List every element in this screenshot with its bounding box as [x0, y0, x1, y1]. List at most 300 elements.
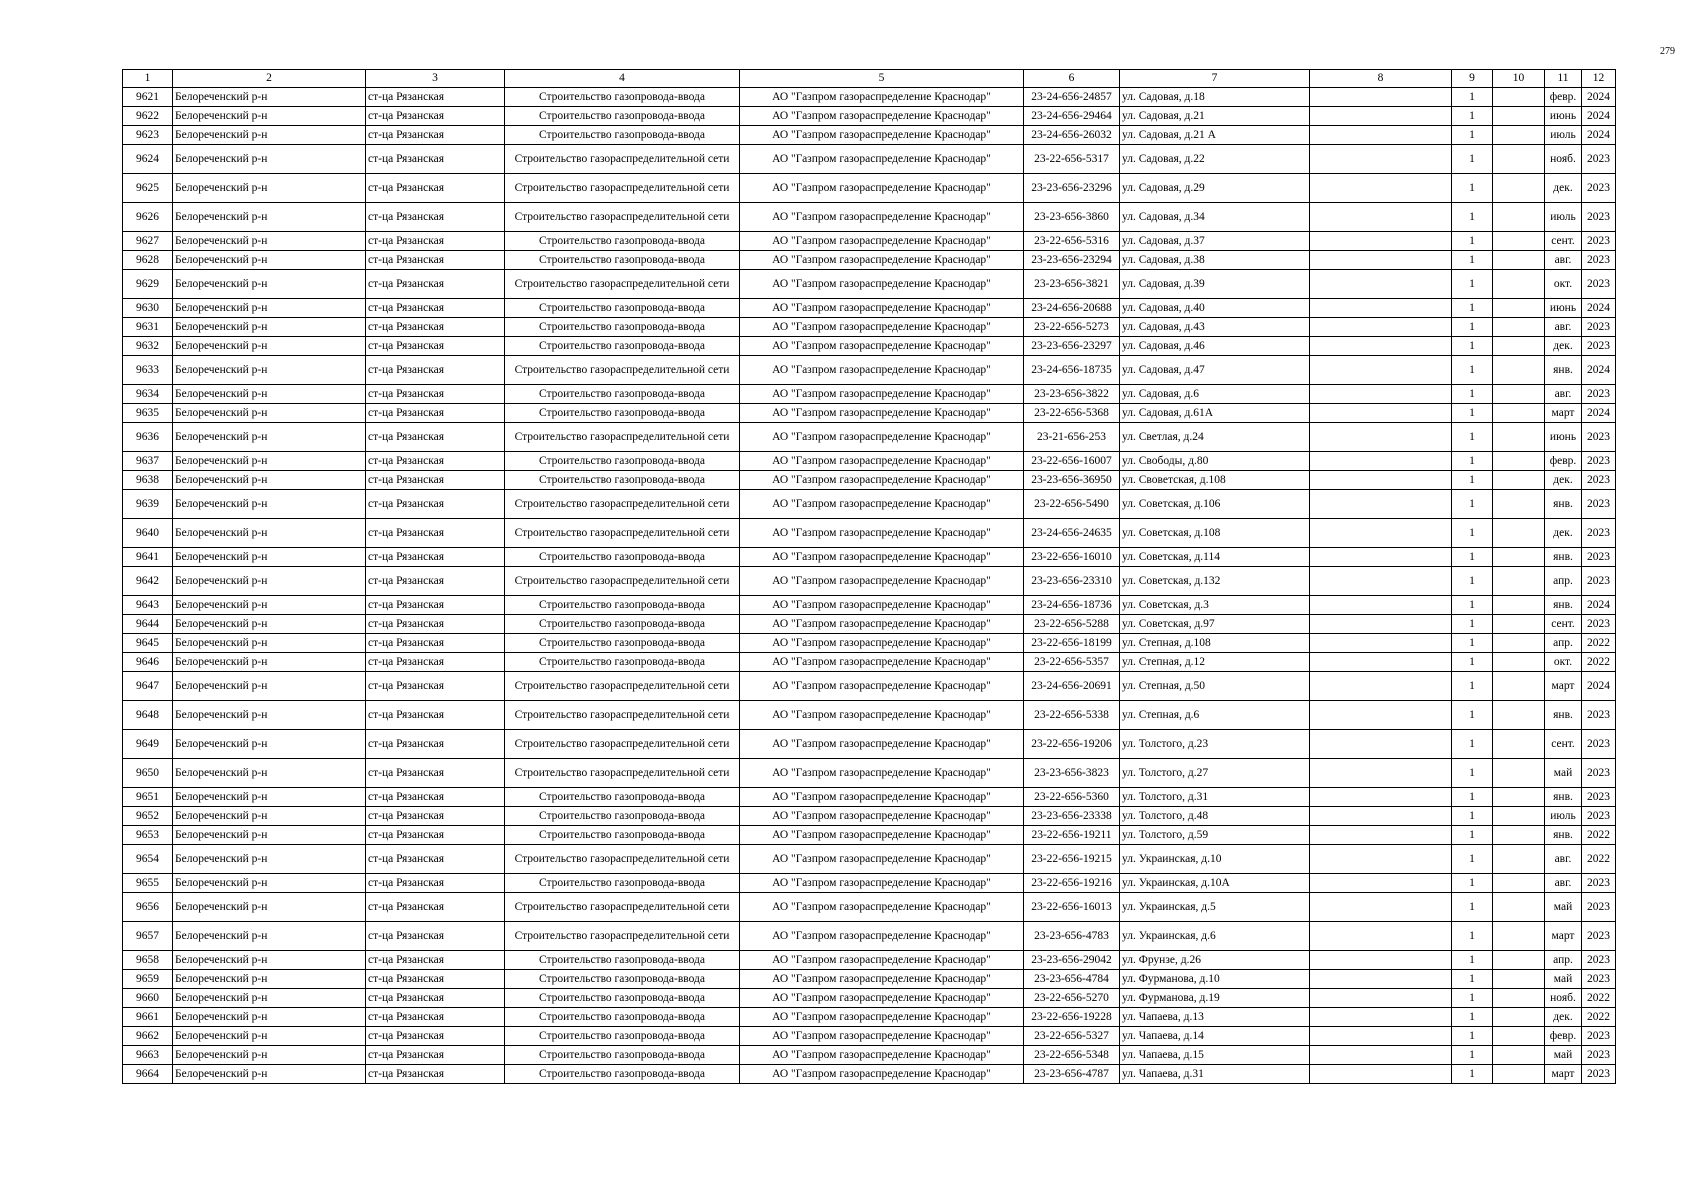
work-type-cell: Строительство газопровода-ввода — [505, 404, 740, 423]
column-10-cell — [1493, 759, 1545, 788]
organization-cell: АО "Газпром газораспределение Краснодар" — [740, 596, 1024, 615]
address-cell: ул. Чапаева, д.14 — [1120, 1027, 1310, 1046]
column-10-cell — [1493, 807, 1545, 826]
registry-table — [122, 69, 1616, 1084]
column-10-cell — [1493, 922, 1545, 951]
organization-cell: АО "Газпром газораспределение Краснодар" — [740, 759, 1024, 788]
column-8-cell — [1310, 299, 1452, 318]
month-cell: сент. — [1545, 232, 1582, 251]
column-8-cell — [1310, 634, 1452, 653]
month-cell: дек. — [1545, 471, 1582, 490]
address-cell: ул. Степная, д.50 — [1120, 672, 1310, 701]
district-cell: Белореченский р-н — [173, 174, 366, 203]
quantity-cell: 1 — [1452, 452, 1493, 471]
column-10-cell — [1493, 423, 1545, 452]
settlement-cell: ст-ца Рязанская — [366, 471, 505, 490]
settlement-cell: ст-ца Рязанская — [366, 788, 505, 807]
registration-code-cell: 23-22-656-19215 — [1024, 845, 1120, 874]
row-number-cell: 9623 — [123, 126, 173, 145]
settlement-cell: ст-ца Рязанская — [366, 126, 505, 145]
column-header: 10 — [1493, 70, 1545, 88]
district-cell: Белореченский р-н — [173, 251, 366, 270]
address-cell: ул. Садовая, д.40 — [1120, 299, 1310, 318]
row-number-cell: 9648 — [123, 701, 173, 730]
address-cell: ул. Садовая, д.21 А — [1120, 126, 1310, 145]
organization-cell: АО "Газпром газораспределение Краснодар" — [740, 519, 1024, 548]
registration-code-cell: 23-22-656-5316 — [1024, 232, 1120, 251]
month-cell: май — [1545, 1046, 1582, 1065]
column-header: 2 — [173, 70, 366, 88]
table-row — [123, 404, 1616, 423]
year-cell: 2023 — [1582, 1027, 1616, 1046]
year-cell: 2023 — [1582, 788, 1616, 807]
organization-cell: АО "Газпром газораспределение Краснодар" — [740, 548, 1024, 567]
work-type-cell: Строительство газопровода-ввода — [505, 596, 740, 615]
settlement-cell: ст-ца Рязанская — [366, 759, 505, 788]
month-cell: март — [1545, 404, 1582, 423]
settlement-cell: ст-ца Рязанская — [366, 145, 505, 174]
table-row — [123, 893, 1616, 922]
column-8-cell — [1310, 126, 1452, 145]
settlement-cell: ст-ца Рязанская — [366, 337, 505, 356]
row-number-cell: 9654 — [123, 845, 173, 874]
column-10-cell — [1493, 653, 1545, 672]
work-type-cell: Строительство газораспределительной сети — [505, 356, 740, 385]
settlement-cell: ст-ца Рязанская — [366, 318, 505, 337]
table-row — [123, 318, 1616, 337]
settlement-cell: ст-ца Рязанская — [366, 807, 505, 826]
work-type-cell: Строительство газопровода-ввода — [505, 788, 740, 807]
organization-cell: АО "Газпром газораспределение Краснодар" — [740, 385, 1024, 404]
table-row — [123, 452, 1616, 471]
column-10-cell — [1493, 471, 1545, 490]
quantity-cell: 1 — [1452, 922, 1493, 951]
organization-cell: АО "Газпром газораспределение Краснодар" — [740, 970, 1024, 989]
address-cell: ул. Советская, д.132 — [1120, 567, 1310, 596]
organization-cell: АО "Газпром газораспределение Краснодар" — [740, 653, 1024, 672]
registration-code-cell: 23-22-656-16010 — [1024, 548, 1120, 567]
settlement-cell: ст-ца Рязанская — [366, 596, 505, 615]
district-cell: Белореченский р-н — [173, 970, 366, 989]
settlement-cell: ст-ца Рязанская — [366, 893, 505, 922]
month-cell: авг. — [1545, 874, 1582, 893]
quantity-cell: 1 — [1452, 490, 1493, 519]
work-type-cell: Строительство газопровода-ввода — [505, 826, 740, 845]
settlement-cell: ст-ца Рязанская — [366, 174, 505, 203]
row-number-cell: 9664 — [123, 1065, 173, 1084]
table-row — [123, 672, 1616, 701]
quantity-cell: 1 — [1452, 174, 1493, 203]
district-cell: Белореченский р-н — [173, 807, 366, 826]
column-10-cell — [1493, 1008, 1545, 1027]
work-type-cell: Строительство газопровода-ввода — [505, 634, 740, 653]
column-header: 1 — [123, 70, 173, 88]
address-cell: ул. Степная, д.6 — [1120, 701, 1310, 730]
settlement-cell: ст-ца Рязанская — [366, 1008, 505, 1027]
row-number-cell: 9655 — [123, 874, 173, 893]
row-number-cell: 9661 — [123, 1008, 173, 1027]
registration-code-cell: 23-23-656-3823 — [1024, 759, 1120, 788]
row-number-cell: 9625 — [123, 174, 173, 203]
quantity-cell: 1 — [1452, 88, 1493, 107]
year-cell: 2023 — [1582, 519, 1616, 548]
district-cell: Белореченский р-н — [173, 1027, 366, 1046]
column-10-cell — [1493, 567, 1545, 596]
table-row — [123, 519, 1616, 548]
address-cell: ул. Советская, д.108 — [1120, 519, 1310, 548]
registration-code-cell: 23-22-656-5360 — [1024, 788, 1120, 807]
table-row — [123, 653, 1616, 672]
registration-code-cell: 23-22-656-18199 — [1024, 634, 1120, 653]
table-row — [123, 567, 1616, 596]
settlement-cell: ст-ца Рязанская — [366, 107, 505, 126]
table-row — [123, 385, 1616, 404]
work-type-cell: Строительство газораспределительной сети — [505, 922, 740, 951]
address-cell: ул. Украинская, д.10 — [1120, 845, 1310, 874]
table-row — [123, 126, 1616, 145]
settlement-cell: ст-ца Рязанская — [366, 203, 505, 232]
work-type-cell: Строительство газопровода-ввода — [505, 1027, 740, 1046]
column-10-cell — [1493, 270, 1545, 299]
column-10-cell — [1493, 845, 1545, 874]
organization-cell: АО "Газпром газораспределение Краснодар" — [740, 107, 1024, 126]
column-10-cell — [1493, 145, 1545, 174]
work-type-cell: Строительство газопровода-ввода — [505, 951, 740, 970]
registration-code-cell: 23-22-656-19216 — [1024, 874, 1120, 893]
address-cell: ул. Своветская, д.108 — [1120, 471, 1310, 490]
district-cell: Белореченский р-н — [173, 299, 366, 318]
work-type-cell: Строительство газораспределительной сети — [505, 567, 740, 596]
quantity-cell: 1 — [1452, 1008, 1493, 1027]
registration-code-cell: 23-23-656-23296 — [1024, 174, 1120, 203]
table-row — [123, 337, 1616, 356]
settlement-cell: ст-ца Рязанская — [366, 490, 505, 519]
address-cell: ул. Толстого, д.48 — [1120, 807, 1310, 826]
row-number-cell: 9658 — [123, 951, 173, 970]
year-cell: 2023 — [1582, 951, 1616, 970]
column-8-cell — [1310, 404, 1452, 423]
work-type-cell: Строительство газопровода-ввода — [505, 1008, 740, 1027]
year-cell: 2023 — [1582, 548, 1616, 567]
year-cell: 2023 — [1582, 807, 1616, 826]
work-type-cell: Строительство газораспределительной сети — [505, 490, 740, 519]
district-cell: Белореченский р-н — [173, 270, 366, 299]
year-cell: 2023 — [1582, 270, 1616, 299]
year-cell: 2023 — [1582, 471, 1616, 490]
registration-code-cell: 23-23-656-23297 — [1024, 337, 1120, 356]
work-type-cell: Строительство газопровода-ввода — [505, 337, 740, 356]
column-10-cell — [1493, 1027, 1545, 1046]
column-10-cell — [1493, 404, 1545, 423]
district-cell: Белореченский р-н — [173, 922, 366, 951]
row-number-cell: 9659 — [123, 970, 173, 989]
table-row — [123, 423, 1616, 452]
work-type-cell: Строительство газопровода-ввода — [505, 989, 740, 1008]
settlement-cell: ст-ца Рязанская — [366, 1046, 505, 1065]
column-header: 11 — [1545, 70, 1582, 88]
settlement-cell: ст-ца Рязанская — [366, 270, 505, 299]
column-8-cell — [1310, 423, 1452, 452]
month-cell: янв. — [1545, 788, 1582, 807]
quantity-cell: 1 — [1452, 356, 1493, 385]
work-type-cell: Строительство газопровода-ввода — [505, 653, 740, 672]
column-10-cell — [1493, 299, 1545, 318]
column-8-cell — [1310, 922, 1452, 951]
work-type-cell: Строительство газораспределительной сети — [505, 203, 740, 232]
month-cell: дек. — [1545, 337, 1582, 356]
settlement-cell: ст-ца Рязанская — [366, 634, 505, 653]
row-number-cell: 9636 — [123, 423, 173, 452]
work-type-cell: Строительство газопровода-ввода — [505, 318, 740, 337]
column-10-cell — [1493, 88, 1545, 107]
year-cell: 2023 — [1582, 490, 1616, 519]
column-header: 8 — [1310, 70, 1452, 88]
column-8-cell — [1310, 893, 1452, 922]
column-8-cell — [1310, 270, 1452, 299]
organization-cell: АО "Газпром газораспределение Краснодар" — [740, 788, 1024, 807]
column-8-cell — [1310, 1027, 1452, 1046]
column-8-cell — [1310, 730, 1452, 759]
column-8-cell — [1310, 1046, 1452, 1065]
district-cell: Белореченский р-н — [173, 490, 366, 519]
month-cell: окт. — [1545, 270, 1582, 299]
registration-code-cell: 23-22-656-16007 — [1024, 452, 1120, 471]
table-row — [123, 548, 1616, 567]
registration-code-cell: 23-22-656-5288 — [1024, 615, 1120, 634]
table-row — [123, 730, 1616, 759]
address-cell: ул. Свободы, д.80 — [1120, 452, 1310, 471]
column-8-cell — [1310, 203, 1452, 232]
settlement-cell: ст-ца Рязанская — [366, 88, 505, 107]
quantity-cell: 1 — [1452, 759, 1493, 788]
organization-cell: АО "Газпром газораспределение Краснодар" — [740, 567, 1024, 596]
month-cell: февр. — [1545, 88, 1582, 107]
organization-cell: АО "Газпром газораспределение Краснодар" — [740, 1008, 1024, 1027]
row-number-cell: 9662 — [123, 1027, 173, 1046]
table-row — [123, 989, 1616, 1008]
organization-cell: АО "Газпром газораспределение Краснодар" — [740, 730, 1024, 759]
address-cell: ул. Светлая, д.24 — [1120, 423, 1310, 452]
registration-code-cell: 23-22-656-5270 — [1024, 989, 1120, 1008]
table-row — [123, 356, 1616, 385]
table-row — [123, 251, 1616, 270]
quantity-cell: 1 — [1452, 471, 1493, 490]
address-cell: ул. Чапаева, д.31 — [1120, 1065, 1310, 1084]
row-number-cell: 9640 — [123, 519, 173, 548]
quantity-cell: 1 — [1452, 970, 1493, 989]
table-row — [123, 1008, 1616, 1027]
address-cell: ул. Чапаева, д.13 — [1120, 1008, 1310, 1027]
column-8-cell — [1310, 337, 1452, 356]
registration-code-cell: 23-22-656-5273 — [1024, 318, 1120, 337]
column-8-cell — [1310, 88, 1452, 107]
registration-code-cell: 23-22-656-19228 — [1024, 1008, 1120, 1027]
district-cell: Белореченский р-н — [173, 653, 366, 672]
registration-code-cell: 23-21-656-253 — [1024, 423, 1120, 452]
year-cell: 2024 — [1582, 356, 1616, 385]
column-10-cell — [1493, 126, 1545, 145]
organization-cell: АО "Газпром газораспределение Краснодар" — [740, 126, 1024, 145]
settlement-cell: ст-ца Рязанская — [366, 404, 505, 423]
quantity-cell: 1 — [1452, 788, 1493, 807]
column-8-cell — [1310, 807, 1452, 826]
year-cell: 2023 — [1582, 701, 1616, 730]
column-10-cell — [1493, 519, 1545, 548]
column-10-cell — [1493, 251, 1545, 270]
address-cell: ул. Украинская, д.10А — [1120, 874, 1310, 893]
table-row — [123, 88, 1616, 107]
district-cell: Белореченский р-н — [173, 318, 366, 337]
month-cell: май — [1545, 970, 1582, 989]
column-header: 12 — [1582, 70, 1616, 88]
district-cell: Белореченский р-н — [173, 548, 366, 567]
column-header: 7 — [1120, 70, 1310, 88]
table-row — [123, 1046, 1616, 1065]
table-row — [123, 174, 1616, 203]
column-8-cell — [1310, 385, 1452, 404]
address-cell: ул. Садовая, д.22 — [1120, 145, 1310, 174]
month-cell: авг. — [1545, 318, 1582, 337]
settlement-cell: ст-ца Рязанская — [366, 1065, 505, 1084]
quantity-cell: 1 — [1452, 404, 1493, 423]
quantity-cell: 1 — [1452, 423, 1493, 452]
organization-cell: АО "Газпром газораспределение Краснодар" — [740, 232, 1024, 251]
year-cell: 2023 — [1582, 567, 1616, 596]
district-cell: Белореченский р-н — [173, 634, 366, 653]
row-number-cell: 9638 — [123, 471, 173, 490]
year-cell: 2022 — [1582, 634, 1616, 653]
district-cell: Белореченский р-н — [173, 701, 366, 730]
address-cell: ул. Советская, д.3 — [1120, 596, 1310, 615]
year-cell: 2024 — [1582, 299, 1616, 318]
registration-code-cell: 23-22-656-16013 — [1024, 893, 1120, 922]
work-type-cell: Строительство газораспределительной сети — [505, 893, 740, 922]
quantity-cell: 1 — [1452, 951, 1493, 970]
column-8-cell — [1310, 826, 1452, 845]
quantity-cell: 1 — [1452, 596, 1493, 615]
registration-code-cell: 23-24-656-26032 — [1024, 126, 1120, 145]
settlement-cell: ст-ца Рязанская — [366, 423, 505, 452]
column-header: 3 — [366, 70, 505, 88]
year-cell: 2022 — [1582, 826, 1616, 845]
address-cell: ул. Толстого, д.27 — [1120, 759, 1310, 788]
registration-code-cell: 23-22-656-5327 — [1024, 1027, 1120, 1046]
column-10-cell — [1493, 356, 1545, 385]
work-type-cell: Строительство газопровода-ввода — [505, 299, 740, 318]
quantity-cell: 1 — [1452, 730, 1493, 759]
organization-cell: АО "Газпром газораспределение Краснодар" — [740, 423, 1024, 452]
district-cell: Белореченский р-н — [173, 1046, 366, 1065]
row-number-cell: 9634 — [123, 385, 173, 404]
month-cell: июнь — [1545, 423, 1582, 452]
work-type-cell: Строительство газораспределительной сети — [505, 145, 740, 174]
registration-code-cell: 23-24-656-20688 — [1024, 299, 1120, 318]
column-10-cell — [1493, 1065, 1545, 1084]
district-cell: Белореченский р-н — [173, 730, 366, 759]
quantity-cell: 1 — [1452, 251, 1493, 270]
column-10-cell — [1493, 951, 1545, 970]
organization-cell: АО "Газпром газораспределение Краснодар" — [740, 672, 1024, 701]
district-cell: Белореченский р-н — [173, 356, 366, 385]
address-cell: ул. Украинская, д.6 — [1120, 922, 1310, 951]
address-cell: ул. Степная, д.12 — [1120, 653, 1310, 672]
column-8-cell — [1310, 318, 1452, 337]
month-cell: янв. — [1545, 490, 1582, 519]
table-row — [123, 788, 1616, 807]
settlement-cell: ст-ца Рязанская — [366, 951, 505, 970]
district-cell: Белореченский р-н — [173, 989, 366, 1008]
organization-cell: АО "Газпром газораспределение Краснодар" — [740, 807, 1024, 826]
organization-cell: АО "Газпром газораспределение Краснодар" — [740, 1065, 1024, 1084]
month-cell: дек. — [1545, 519, 1582, 548]
address-cell: ул. Садовая, д.6 — [1120, 385, 1310, 404]
table-row — [123, 759, 1616, 788]
organization-cell: АО "Газпром газораспределение Краснодар" — [740, 471, 1024, 490]
organization-cell: АО "Газпром газораспределение Краснодар" — [740, 634, 1024, 653]
work-type-cell: Строительство газопровода-ввода — [505, 88, 740, 107]
organization-cell: АО "Газпром газораспределение Краснодар" — [740, 989, 1024, 1008]
quantity-cell: 1 — [1452, 874, 1493, 893]
organization-cell: АО "Газпром газораспределение Краснодар" — [740, 1046, 1024, 1065]
row-number-cell: 9622 — [123, 107, 173, 126]
row-number-cell: 9627 — [123, 232, 173, 251]
district-cell: Белореченский р-н — [173, 88, 366, 107]
settlement-cell: ст-ца Рязанская — [366, 251, 505, 270]
row-number-cell: 9633 — [123, 356, 173, 385]
registration-code-cell: 23-22-656-19206 — [1024, 730, 1120, 759]
quantity-cell: 1 — [1452, 989, 1493, 1008]
column-10-cell — [1493, 107, 1545, 126]
settlement-cell: ст-ца Рязанская — [366, 922, 505, 951]
work-type-cell: Строительство газопровода-ввода — [505, 1046, 740, 1065]
column-10-cell — [1493, 385, 1545, 404]
row-number-cell: 9647 — [123, 672, 173, 701]
column-8-cell — [1310, 107, 1452, 126]
quantity-cell: 1 — [1452, 107, 1493, 126]
registration-code-cell: 23-23-656-23338 — [1024, 807, 1120, 826]
column-8-cell — [1310, 845, 1452, 874]
address-cell: ул. Толстого, д.59 — [1120, 826, 1310, 845]
quantity-cell: 1 — [1452, 701, 1493, 730]
table-row — [123, 1027, 1616, 1046]
column-10-cell — [1493, 548, 1545, 567]
row-number-cell: 9637 — [123, 452, 173, 471]
registration-code-cell: 23-22-656-5490 — [1024, 490, 1120, 519]
registration-code-cell: 23-24-656-24635 — [1024, 519, 1120, 548]
month-cell: июль — [1545, 203, 1582, 232]
column-10-cell — [1493, 337, 1545, 356]
column-8-cell — [1310, 759, 1452, 788]
quantity-cell: 1 — [1452, 126, 1493, 145]
month-cell: янв. — [1545, 356, 1582, 385]
organization-cell: АО "Газпром газораспределение Краснодар" — [740, 174, 1024, 203]
column-8-cell — [1310, 701, 1452, 730]
district-cell: Белореченский р-н — [173, 567, 366, 596]
organization-cell: АО "Газпром газораспределение Краснодар" — [740, 318, 1024, 337]
column-8-cell — [1310, 1008, 1452, 1027]
registration-code-cell: 23-22-656-5317 — [1024, 145, 1120, 174]
column-8-cell — [1310, 145, 1452, 174]
work-type-cell: Строительство газопровода-ввода — [505, 385, 740, 404]
organization-cell: АО "Газпром газораспределение Краснодар" — [740, 1027, 1024, 1046]
quantity-cell: 1 — [1452, 567, 1493, 596]
registration-code-cell: 23-23-656-4783 — [1024, 922, 1120, 951]
registration-code-cell: 23-22-656-5357 — [1024, 653, 1120, 672]
organization-cell: АО "Газпром газораспределение Краснодар" — [740, 826, 1024, 845]
registration-code-cell: 23-24-656-24857 — [1024, 88, 1120, 107]
registration-code-cell: 23-24-656-18736 — [1024, 596, 1120, 615]
address-cell: ул. Садовая, д.21 — [1120, 107, 1310, 126]
